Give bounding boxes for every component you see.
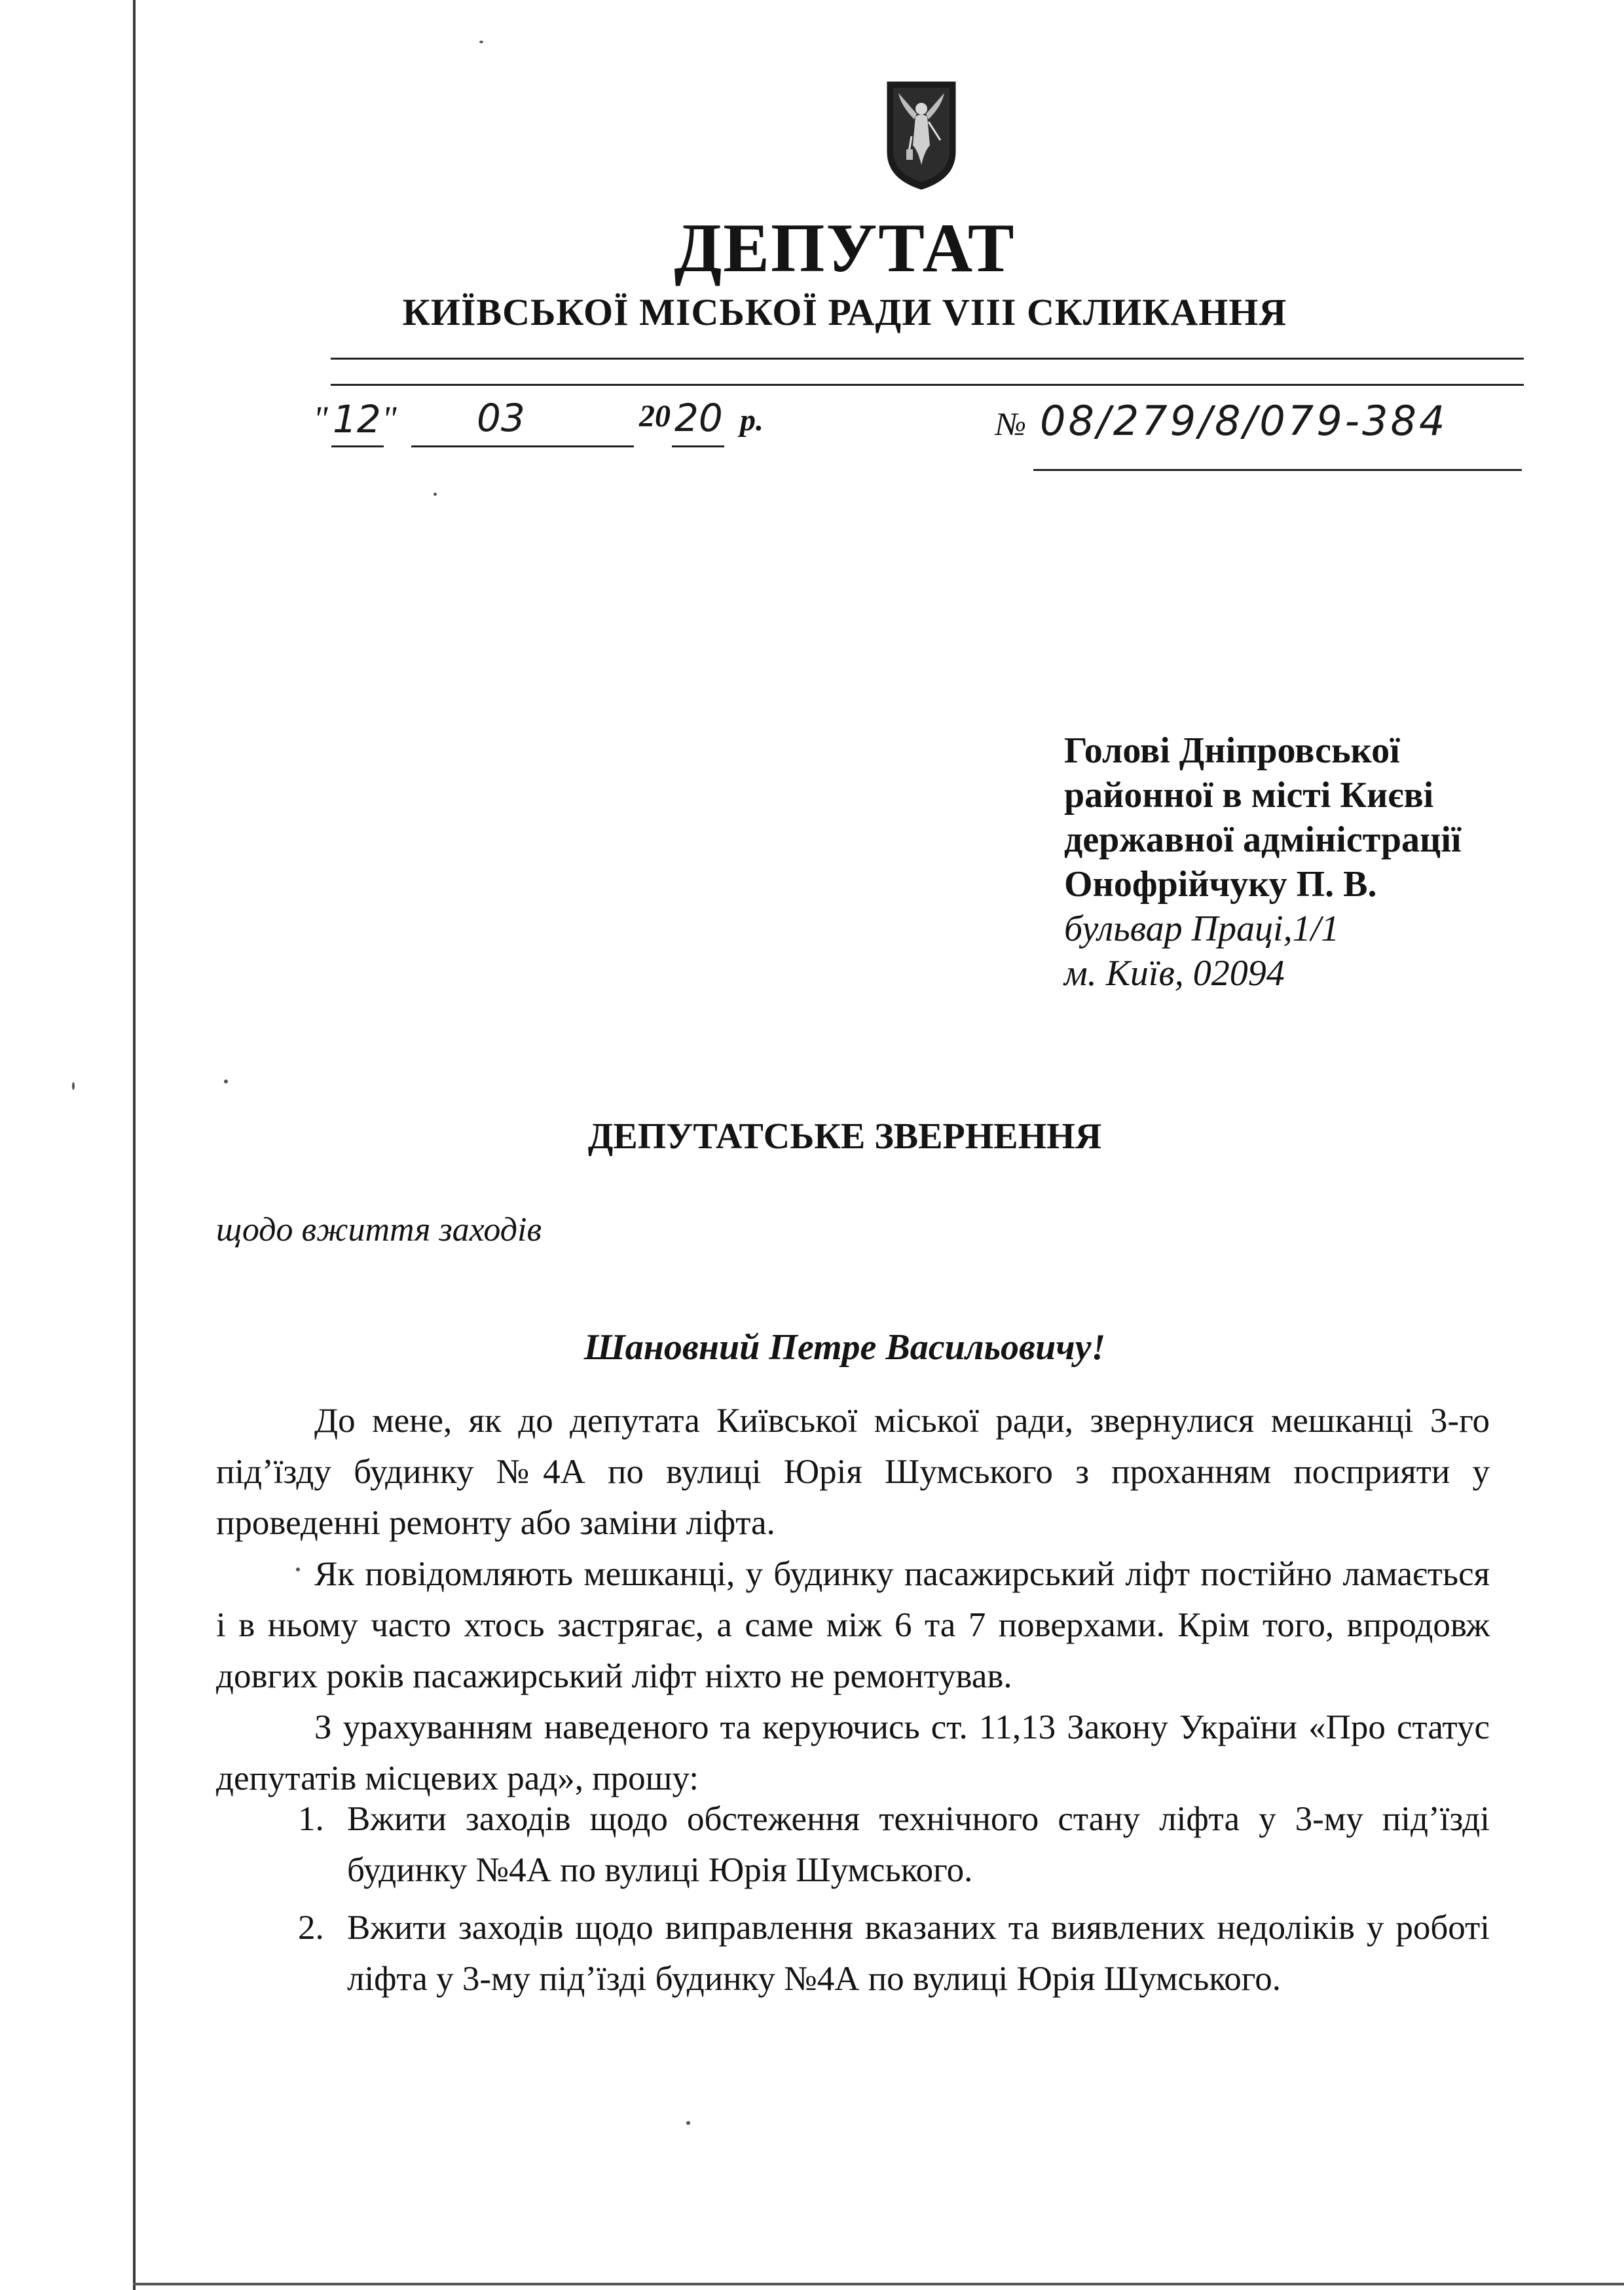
document-subject: щодо вжиття заходів	[216, 1211, 542, 1248]
date-year-suffix: 20	[674, 396, 723, 440]
document-title: ДЕПУТАТСЬКЕ ЗВЕРНЕННЯ	[587, 1116, 1102, 1157]
date-year-mark: р.	[740, 403, 764, 438]
addressee-city: м. Київ, 02094	[1064, 953, 1285, 994]
addressee-line-1: Голові Дніпровської	[1064, 730, 1400, 771]
addressee-line-3: державної адміністрації	[1064, 819, 1462, 860]
date-year-underline	[672, 445, 724, 447]
date-month: 03	[477, 396, 525, 440]
header-rule-top	[331, 358, 1524, 360]
salutation: Шановний Петре Васильовичу!	[583, 1327, 1106, 1368]
addressee-street: бульвар Праці,1/1	[1064, 909, 1340, 949]
registration-label: №	[995, 405, 1027, 442]
letter-body	[216, 1395, 1490, 1804]
scan-speck	[296, 1567, 300, 1571]
registration-number: 08/279/8/079-384	[1040, 397, 1448, 445]
request-number: 1.	[298, 1800, 324, 1838]
date-day-underline	[331, 445, 384, 447]
date-day: 12	[333, 397, 381, 441]
body-paragraph: До мене, як до депутата Київської міської ради, звернулися мешканці 3-го під’їзду будинку №4А по вулиці Юрія Шумського з проханням посприяти у проведенні ремонту або заміни ліфта.	[216, 1402, 1490, 1542]
header-title: ДЕПУТАТ	[674, 210, 1016, 286]
scan-speck	[434, 493, 437, 496]
header-subtitle: КИЇВСЬКОЇ МІСЬКОЇ РАДИ VIII СКЛИКАННЯ	[402, 291, 1287, 333]
kyiv-coat-of-arms-icon	[885, 80, 957, 191]
body-paragraph: Як повідомляють мешканці, у будинку пасажирський ліфт постійно ламається і в ньому часто хтось застрягає, а саме між 6 та 7 поверхами. Крім того, впродовж довгих років пасажирський ліфт ніхто не ремонтував.	[216, 1555, 1490, 1695]
request-item	[216, 1902, 1490, 2004]
date-year-prefix: 20	[639, 399, 671, 434]
request-text: Вжити заходів щодо обстеження технічного стану ліфта у 3-му під’їзді будинку №4А по вулиці Юрія Шумського.	[347, 1800, 1490, 1889]
scan-speck	[224, 1079, 228, 1083]
date-month-underline	[411, 445, 634, 447]
body-paragraph: З урахуванням наведеного та керуючись ст. 11,13 Закону України «Про статус депутатів місцевих рад», прошу:	[216, 1708, 1490, 1797]
addressee-line-2: районної в місті Києві	[1064, 775, 1434, 816]
scan-speck	[479, 41, 483, 43]
letter-page: ДЕПУТАТ КИЇВСЬКОЇ МІСЬКОЇ РАДИ VIII СКЛИКАННЯ " 12 " 03 20 20 р. № 08/279/8/079-384 Голові Дніпровської районної в місті Києві державної адміністрації Онофрійчуку П. В. бульвар Праці,1/1 м. Київ, 02094 ДЕПУТАТСЬКЕ ЗВЕРНЕННЯ щодо вжиття заходів Шановний Петре Васильовичу! До мене, як до депутата Київської міської ради, звернулися мешканці 3-го під’їзду будинку №4А по вулиці Юрія Шумського з проханням посприяти у проведенні ремонту або заміни ліфта. Як повідомляють мешканці, у будинку пасажирський ліфт постійно ламається і в ньому часто хтось застрягає, а саме між 6 та 7 поверхами. Крім того, впродовж довгих років пасажирський ліфт ніхто не ремонтував. З урахуванням наведеного та керуючись ст. 11,13 Закону України «Про статус депутатів місцевих рад», прошу: 1. Вжити заходів щодо обстеження технічного стану ліфта у 3-му під’їзді будинку №4А по вулиці Юрія Шумського. 2. Вжити заходів щодо виправлення вказаних та виявлених недоліків у роботі ліфта у 3-му під’їзді будинку №4А по вулиці Юрія Шумського.	[0, 0, 1624, 2290]
scan-bottom-line	[133, 2283, 1624, 2285]
registration-underline	[1033, 469, 1522, 471]
request-text: Вжити заходів щодо виправлення вказаних та виявлених недоліків у роботі ліфта у 3-му під’їзді будинку №4А по вулиці Юрія Шумського.	[347, 1909, 1490, 1998]
scan-speck	[72, 1082, 75, 1090]
scan-speck	[686, 2121, 690, 2125]
request-item	[216, 1793, 1490, 1896]
header-rule-bottom	[331, 384, 1524, 386]
request-list	[216, 1793, 1490, 2011]
addressee-block	[1064, 728, 1461, 996]
request-number: 2.	[298, 1909, 324, 1947]
addressee-name: Онофрійчуку П. В.	[1064, 864, 1377, 905]
